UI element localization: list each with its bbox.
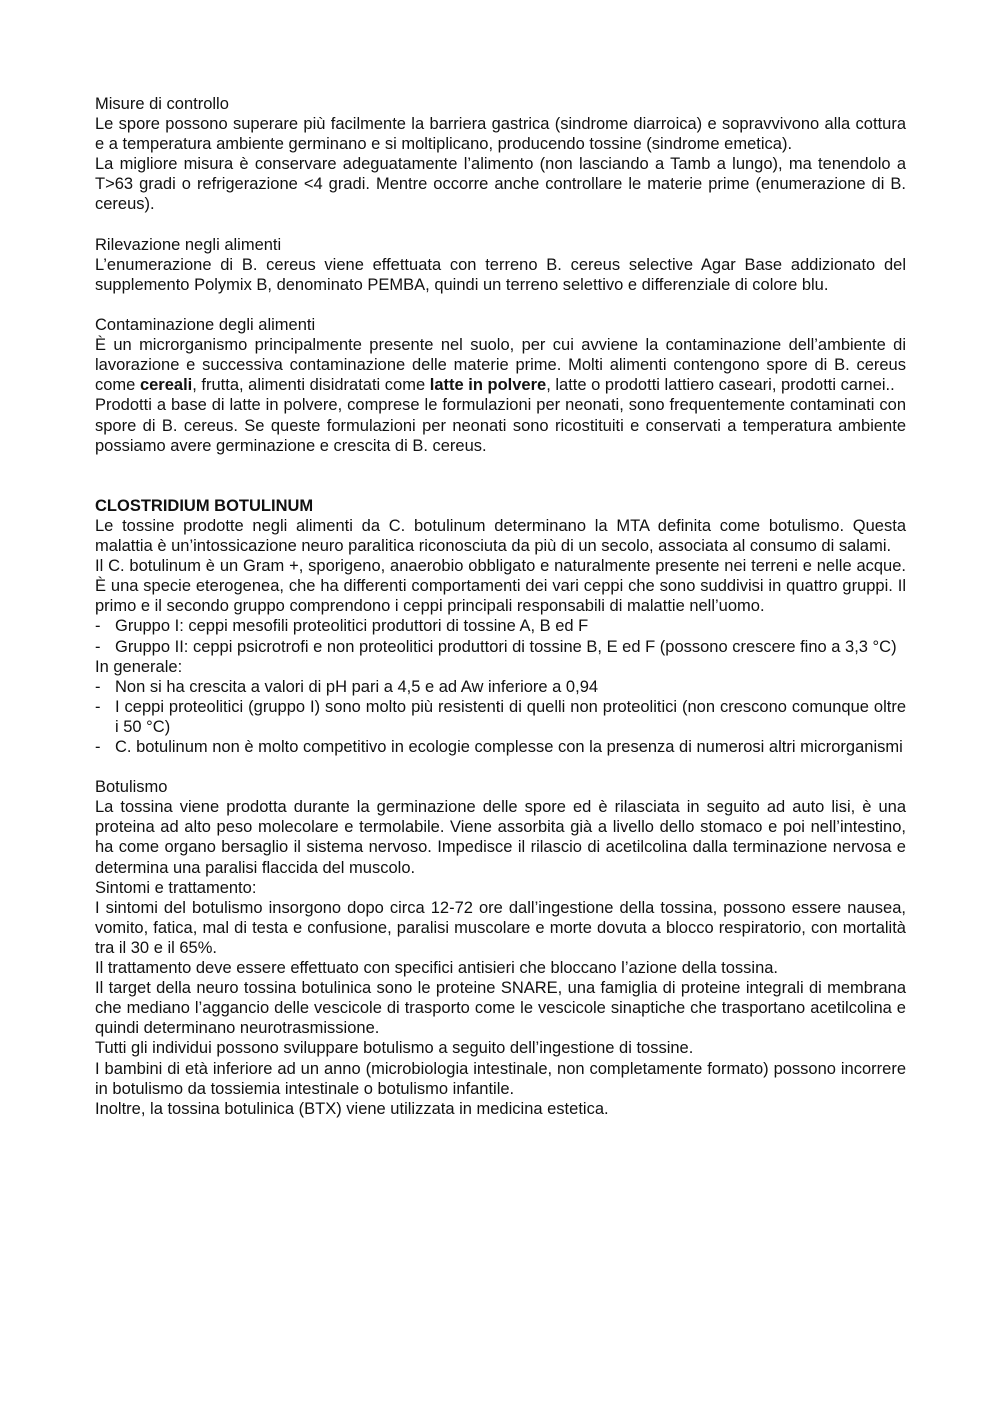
spacer <box>95 757 906 777</box>
dash-bullet: - <box>95 617 101 636</box>
paragraph: I sintomi del botulismo insorgono dopo circa 12-72 ore dall’ingestione della tossina, possono essere nausea, vomito, fatica, mal di testa e confusione, paralisi muscolare e morte dovuta a blocco respiratorio, con mortalità tra il 30 e il 65%. <box>95 898 906 957</box>
in-generale-label: In generale: <box>95 657 183 676</box>
paragraph-contaminazione <box>95 335 906 395</box>
paragraph: Prodotti a base di latte in polvere, comprese le formulazioni per neonati, sono frequentemente contaminati con spore di B. cereus. Se queste formulazioni per neonati sono ricostituiti e conservati a temperatura ambiente possiamo avere germinazione e crescita di B. cereus. <box>95 396 906 455</box>
list-item-text: C. botulinum non è molto competitivo in ecologie complesse con la presenza di numerosi altri microrganismi <box>115 738 903 756</box>
section-title-clostridium: CLOSTRIDIUM BOTULINUM <box>95 496 314 515</box>
dash-bullet: - <box>95 697 101 716</box>
spacer <box>95 456 906 496</box>
text-run: , frutta, alimenti disidratati come <box>192 376 430 395</box>
list-item <box>95 637 906 657</box>
paragraph: Tutti gli individui possono sviluppare botulismo a seguito dell’ingestione di tossine. <box>95 1039 694 1058</box>
paragraph: Inoltre, la tossina botulinica (BTX) viene utilizzata in medicina estetica. <box>95 1099 609 1118</box>
section-heading-botulismo: Botulismo <box>95 778 168 797</box>
paragraph: Le tossine prodotte negli alimenti da C. botulinum determinano la MTA definita come botulismo. Questa malattia è un’intossicazione neuro paralitica riconosciuta da più di un secolo, associata al consumo di salami. <box>95 516 906 556</box>
section-heading-misure: Misure di controllo <box>95 95 229 113</box>
dash-bullet: - <box>95 738 101 756</box>
list-item-text: Gruppo II: ceppi psicrotrofi e non proteolitici produttori di tossine B, E ed F (possono crescere fino a 3,3 °C) <box>115 637 897 656</box>
list-item-text: Non si ha crescita a valori di pH pari a 4,5 e ad Aw inferiore a 0,94 <box>115 677 599 696</box>
spacer <box>95 295 906 315</box>
section-heading-rilevazione: Rilevazione negli alimenti <box>95 235 282 254</box>
dash-bullet: - <box>95 677 101 696</box>
paragraph: La tossina viene prodotta durante la germinazione delle spore ed è rilasciata in seguito ad auto lisi, è una proteina ad alto peso molecolare e termolabile. Viene assorbita già a livello dello stomaco e poi nell’intestino, ha come organo bersaglio il sistema nervoso. Impedisce il rilascio di acetilcolina dalla terminazione nervosa e determina una paralisi flaccida del muscolo. <box>95 798 906 877</box>
list-item <box>95 616 906 636</box>
bold-term-latte: latte in polvere <box>429 376 547 395</box>
text-run: È un microrganismo principalmente presente nel suolo, per cui avviene la contaminazione dell’ambiente di lavorazione e successiva contaminazione delle materie prime. Molti alimenti contengono spore di B. cereus come <box>95 336 906 395</box>
paragraph: L’enumerazione di B. cereus viene effettuata con terreno B. cereus selective Agar Base addizionato del supplemento Polymix B, denominato PEMBA, quindi un terreno selettivo e differenziale di colore blu. <box>95 255 906 294</box>
section-heading-contaminazione: Contaminazione degli alimenti <box>95 316 316 335</box>
list-item-text: Gruppo I: ceppi mesofili proteolitici produttori di tossine A, B ed F <box>115 617 589 636</box>
dash-bullet: - <box>95 637 101 656</box>
list-item-text: I ceppi proteolitici (gruppo I) sono molto più resistenti di quelli non proteolitici (non crescono comunque oltre i 50 °C) <box>115 697 906 736</box>
paragraph: I bambini di età inferiore ad un anno (microbiologia intestinale, non completamente formato) possono incorrere in botulismo da tossiemia intestinale o botulismo infantile. <box>95 1059 906 1098</box>
sintomi-heading: Sintomi e trattamento: <box>95 878 257 897</box>
groups-list <box>95 616 906 656</box>
general-list <box>95 677 906 757</box>
paragraph: Il trattamento deve essere effettuato con specifici antisieri che bloccano l’azione della tossina. <box>95 959 779 978</box>
list-item <box>95 677 906 697</box>
paragraph: La migliore misura è conservare adeguatamente l’alimento (non lasciando a Tamb a lungo), ma tenendolo a T>63 gradi o refrigerazione <4 gradi. Mentre occorre anche controllare le materie prime (enumerazione di B. cereus). <box>95 155 906 214</box>
spacer <box>95 215 906 235</box>
paragraph: Le spore possono superare più facilmente la barriera gastrica (sindrome diarroica) e sopravvivono alla cottura e a temperatura ambiente germinano e si moltiplicano, producendo tossine (sindrome emetica). <box>95 115 906 154</box>
bold-term-cereali: cereali <box>139 376 193 395</box>
paragraph: Il target della neuro tossina botulinica sono le proteine SNARE, una famiglia di proteine integrali di membrana che mediano l’aggancio delle vescicole di trasporto come le vescicole sinaptiche che trasportano acetilcolina e quindi determinano neurotrasmissione. <box>95 979 906 1038</box>
paragraph: Il C. botulinum è un Gram +, sporigeno, anaerobio obbligato e naturalmente presente nei terreni e nelle acque. È una specie eterogenea, che ha differenti comportamenti dei vari ceppi che sono suddivisi in quattro gruppi. Il primo e il secondo gruppo comprendono i ceppi principali responsabili di malattie nell’uomo. <box>95 557 906 616</box>
list-item <box>95 697 906 737</box>
list-item <box>95 737 906 757</box>
document-page <box>95 94 906 1119</box>
text-run: , latte o prodotti lattiero caseari, prodotti carnei.. <box>546 376 895 395</box>
